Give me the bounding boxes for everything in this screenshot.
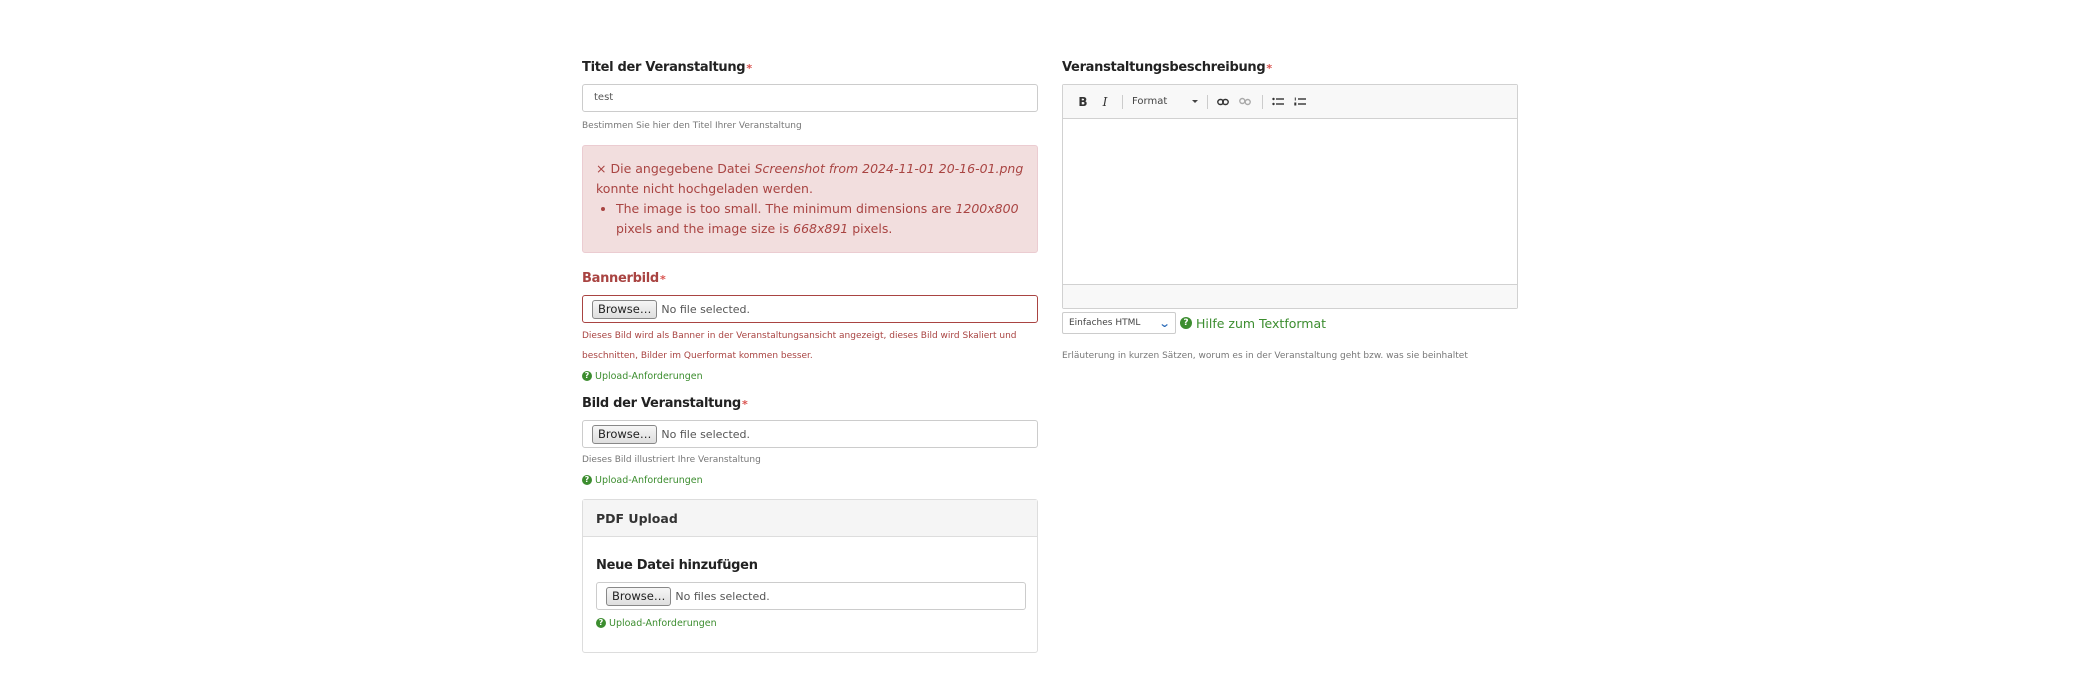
image-file-input[interactable]	[582, 420, 1038, 448]
question-circle-icon: ?	[582, 475, 592, 485]
toolbar-separator	[1207, 95, 1208, 109]
text-format-row	[1062, 311, 1518, 335]
description-label	[1062, 58, 1518, 78]
banner-upload-requirements-link[interactable]	[582, 369, 1038, 383]
detail-actual-dims: 668x891	[793, 221, 849, 236]
banner-label	[582, 269, 1038, 289]
editor-toolbar	[1063, 85, 1517, 119]
pdf-file-status: No files selected.	[675, 589, 770, 603]
error-message	[596, 159, 1024, 199]
text-format-help-text[interactable]: Hilfe zum Textformat	[1196, 315, 1327, 331]
title-label	[582, 58, 1038, 78]
left-column	[582, 58, 1038, 653]
title-help: Bestimmen Sie hier den Titel Ihrer Veranstaltung	[582, 121, 802, 131]
error-suffix: konnte nicht hochgeladen werden.	[596, 181, 813, 196]
question-circle-icon: ?	[582, 371, 592, 381]
text-format-help-link[interactable]	[1180, 316, 1326, 331]
text-format-value: Einfaches HTML	[1069, 318, 1141, 328]
banner-upload-link-text[interactable]: Upload-Anforderungen	[595, 370, 703, 382]
editor-footer	[1063, 284, 1517, 308]
description-help: Erläuterung in kurzen Sätzen, worum es in der Veranstaltung geht bzw. was sie beinhaltet	[1062, 351, 1468, 361]
banner-label-text: Bannerbild	[582, 271, 659, 286]
error-detail-item	[616, 199, 1024, 239]
new-file-label: Neue Datei hinzufügen	[596, 558, 758, 573]
image-upload-requirements-link[interactable]	[582, 473, 1038, 487]
pdf-browse-button[interactable]: Browse…	[606, 587, 671, 606]
image-browse-button[interactable]: Browse…	[592, 425, 657, 444]
title-label-text: Titel der Veranstaltung	[582, 60, 746, 75]
text-format-select[interactable]	[1062, 312, 1176, 334]
link-icon[interactable]	[1213, 92, 1233, 112]
detail-prefix: The image is too small. The minimum dimensions are	[616, 201, 952, 216]
bold-button[interactable]: B	[1078, 94, 1088, 109]
banner-help: Dieses Bild wird als Banner in der Veranstaltungsansicht angezeigt, dieses Bild wird Skaliert und beschnitten, Bilder im Querformat kommen besser.	[582, 331, 1017, 361]
italic-button[interactable]: I	[1102, 94, 1108, 109]
image-help: Dieses Bild illustriert Ihre Veranstaltung	[582, 455, 761, 465]
detail-mid: pixels and the image size is	[616, 221, 790, 236]
editor-content-area[interactable]	[1063, 119, 1517, 284]
pdf-panel-body	[583, 537, 1037, 652]
image-label-text: Bild der Veranstaltung	[582, 396, 741, 411]
rich-text-editor	[1062, 84, 1518, 309]
required-star-icon: *	[1266, 62, 1272, 75]
image-upload-link-text[interactable]: Upload-Anforderungen	[595, 474, 703, 486]
description-label-text: Veranstaltungsbeschreibung	[1062, 60, 1266, 75]
banner-file-input[interactable]	[582, 295, 1038, 323]
toolbar-separator	[1262, 95, 1263, 109]
caret-down-icon	[1192, 100, 1198, 103]
question-circle-icon: ?	[1180, 317, 1192, 329]
required-star-icon: *	[741, 398, 748, 411]
required-star-icon: *	[659, 273, 666, 286]
required-star-icon: *	[746, 62, 752, 75]
pdf-upload-requirements-link[interactable]	[596, 616, 1024, 630]
pdf-file-input[interactable]	[596, 582, 1026, 610]
error-bullet: ×	[596, 161, 607, 176]
pdf-upload-panel	[582, 499, 1038, 653]
bullet-list-icon[interactable]	[1268, 92, 1288, 112]
banner-file-status: No file selected.	[661, 302, 751, 316]
chevron-down-icon: ⌄	[1158, 316, 1171, 330]
toolbar-separator	[1122, 95, 1123, 109]
upload-error-alert	[582, 145, 1038, 253]
pdf-panel-heading: PDF Upload	[583, 500, 1037, 537]
image-file-status: No file selected.	[661, 427, 751, 441]
image-label	[582, 394, 1038, 414]
title-input[interactable]: test	[582, 84, 1038, 112]
numbered-list-icon[interactable]	[1290, 92, 1310, 112]
right-column	[1062, 58, 1518, 363]
banner-browse-button[interactable]: Browse…	[592, 300, 657, 319]
error-filename: Screenshot from 2024-11-01 20-16-01.png	[754, 161, 1024, 176]
error-prefix: Die angegebene Datei	[610, 161, 751, 176]
detail-min-dims: 1200x800	[955, 201, 1019, 216]
error-details	[596, 199, 1024, 239]
format-dropdown-label: Format	[1132, 96, 1168, 107]
format-dropdown[interactable]	[1128, 92, 1202, 112]
pdf-upload-link-text[interactable]: Upload-Anforderungen	[609, 617, 717, 629]
detail-suffix: pixels.	[852, 221, 893, 236]
unlink-icon[interactable]	[1235, 92, 1255, 112]
question-circle-icon: ?	[596, 618, 606, 628]
